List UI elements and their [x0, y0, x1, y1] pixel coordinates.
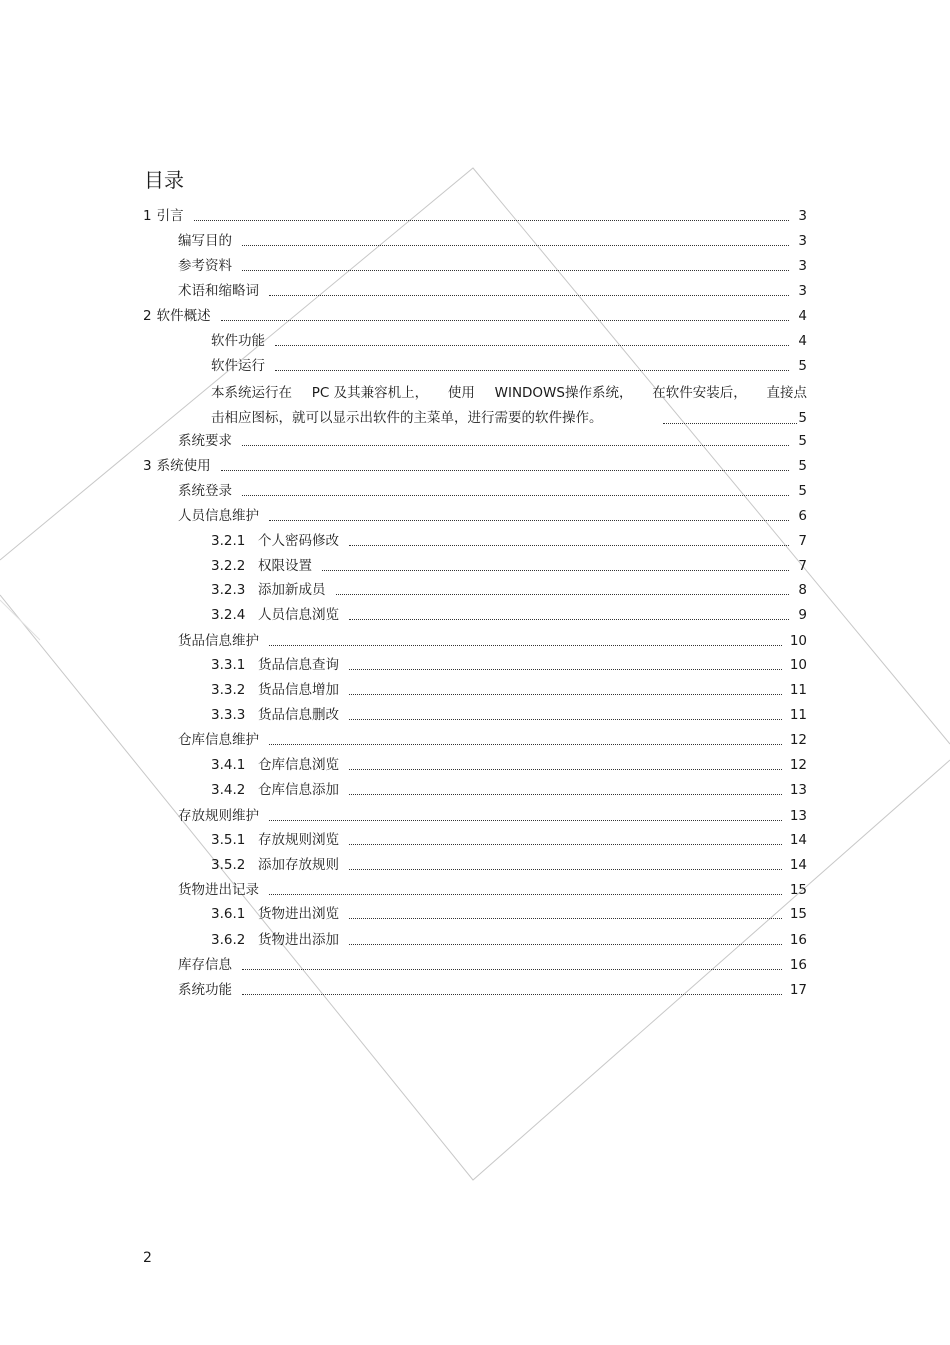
toc-entry-number: 1 [143, 208, 152, 224]
toc-entry[interactable] [211, 531, 807, 551]
toc-entry[interactable] [178, 980, 807, 1000]
toc-page-number: 11 [789, 707, 807, 723]
toc-page-number: 5 [798, 483, 807, 499]
toc-page-number: 5 [798, 410, 807, 426]
toc-page-number: 13 [789, 808, 807, 824]
toc-entry-text: 库存信息 [178, 957, 232, 973]
toc-entry[interactable] [178, 506, 807, 526]
toc-entry-text: 存放规则维护 [178, 808, 259, 824]
toc-entry[interactable] [211, 356, 807, 376]
toc-entry-number: 3.2.4 [211, 607, 246, 623]
toc-entry-text: 系统登录 [178, 483, 232, 499]
toc-leader-dots [194, 219, 789, 221]
toc-entry-number: 3.6.1 [211, 906, 246, 922]
toc-entry-text: 参考资料 [178, 258, 232, 274]
toc-title: 目录 [144, 168, 184, 192]
toc-entry[interactable] [211, 855, 807, 875]
toc-entry-number: 3.5.1 [211, 832, 246, 848]
paragraph-line-2[interactable] [211, 406, 807, 431]
toc-entry[interactable] [211, 680, 807, 700]
toc-entry[interactable] [211, 930, 807, 950]
toc-leader-dots [242, 968, 782, 970]
toc-entry[interactable] [178, 880, 807, 900]
toc-leader-dots [242, 244, 789, 246]
toc-entry-number: 3.2.1 [211, 533, 246, 549]
toc-page-number: 15 [789, 906, 807, 922]
toc-entry[interactable] [178, 806, 807, 826]
toc-page-number: 3 [798, 208, 807, 224]
toc-leader-dots [275, 369, 789, 371]
toc-entry[interactable] [178, 631, 807, 651]
toc-leader-dots [242, 269, 789, 271]
toc-entry[interactable] [178, 281, 807, 301]
toc-page-number: 5 [798, 433, 807, 449]
toc-entry-text: 存放规则浏览 [258, 832, 339, 848]
toc-entry[interactable] [211, 580, 807, 600]
toc-page-number: 10 [789, 657, 807, 673]
toc-entry[interactable] [211, 605, 807, 625]
toc-entry[interactable] [178, 955, 807, 975]
toc-leader-dots [242, 993, 782, 995]
toc-leader-dots [242, 444, 789, 446]
page-number: 2 [143, 1250, 152, 1266]
toc-page-number: 16 [789, 932, 807, 948]
toc-entry-number: 2 [143, 308, 152, 324]
toc-entry-number: 3.5.2 [211, 857, 246, 873]
toc-entry-number: 3.2.3 [211, 582, 246, 598]
toc-leader-dots [275, 344, 789, 346]
toc-entry[interactable] [211, 655, 807, 675]
toc-leader-dots [269, 519, 789, 521]
toc-leader-dots [322, 569, 789, 571]
toc-entry-text: 软件运行 [211, 358, 265, 374]
toc-entry-number: 3.3.1 [211, 657, 246, 673]
toc-entry-number: 3.3.2 [211, 682, 246, 698]
toc-entry-text: 添加存放规则 [258, 857, 339, 873]
toc-entry-text: 仓库信息添加 [258, 782, 339, 798]
toc-entry-text: 软件功能 [211, 333, 265, 349]
toc-page-number: 15 [789, 882, 807, 898]
toc-entry-text: 货品信息增加 [258, 682, 339, 698]
toc-page-number: 8 [798, 582, 807, 598]
toc-leader-dots [336, 593, 790, 595]
toc-entry-text: 系统要求 [178, 433, 232, 449]
toc-entry[interactable] [178, 231, 807, 251]
paragraph-segment: WINDOWS操作系统， [494, 385, 633, 401]
toc-entry-text: 引言 [156, 208, 184, 224]
toc-leader-dots [269, 819, 782, 821]
paragraph-segment: 使用 [447, 385, 475, 401]
toc-entry[interactable] [211, 830, 807, 850]
paragraph-line-1 [211, 381, 807, 406]
toc-leader-dots [349, 768, 782, 770]
paragraph-segment: 直接点 [766, 385, 807, 401]
toc-entry-number: 3.4.2 [211, 782, 246, 798]
toc-entry-number: 3.6.2 [211, 932, 246, 948]
toc-page-number: 7 [798, 558, 807, 574]
toc-page-number: 14 [789, 832, 807, 848]
toc-entry-text: 软件概述 [156, 308, 211, 324]
toc-entry[interactable] [211, 331, 807, 351]
toc-leader-dots [221, 469, 789, 471]
toc-entry[interactable] [211, 780, 807, 800]
toc-entry-text: 添加新成员 [258, 582, 326, 598]
paragraph-segment: 本系统运行在 [211, 385, 292, 401]
toc-entry-text: 仓库信息浏览 [258, 757, 339, 773]
toc-entry-text: 编写目的 [178, 233, 232, 249]
toc-entry[interactable] [211, 755, 807, 775]
toc-page-number: 5 [798, 458, 807, 474]
toc-entry-text: 货品信息维护 [178, 633, 259, 649]
toc-entry[interactable] [143, 456, 807, 476]
toc-page-number: 12 [789, 757, 807, 773]
paragraph-segment: 在软件安装后， [652, 385, 747, 401]
toc-entry-text: 系统功能 [178, 982, 232, 998]
toc-leader-dots [349, 618, 789, 620]
toc-entry-text: 货物进出记录 [178, 882, 259, 898]
toc-entry-text: 权限设置 [258, 558, 312, 574]
toc-page-number: 4 [798, 308, 807, 324]
toc-leader-dots [349, 793, 782, 795]
toc-leader-dots [269, 644, 782, 646]
toc-leader-dots [269, 893, 782, 895]
toc-page-number: 3 [798, 258, 807, 274]
toc-page-number: 17 [789, 982, 807, 998]
toc-leader-dots [349, 693, 782, 695]
toc-page-number: 16 [789, 957, 807, 973]
toc-leader-dots [269, 743, 782, 745]
toc-leader-dots [349, 917, 782, 919]
toc-entry-number: 3 [143, 458, 152, 474]
toc-entry-text: 仓库信息维护 [178, 732, 259, 748]
toc-entry[interactable] [143, 206, 807, 226]
toc-entry[interactable] [178, 730, 807, 750]
toc-leader-dots [221, 319, 789, 321]
toc-leader-dots [663, 422, 798, 424]
toc-paragraph [211, 381, 807, 431]
toc-page-number: 10 [789, 633, 807, 649]
toc-entry-text: 系统使用 [156, 458, 211, 474]
toc-page-number: 7 [798, 533, 807, 549]
toc-page-number: 9 [798, 607, 807, 623]
toc-leader-dots [349, 943, 782, 945]
toc-leader-dots [349, 868, 782, 870]
toc-entry-number: 3.4.1 [211, 757, 246, 773]
toc-entry[interactable] [143, 306, 807, 326]
toc-entry-text: 术语和缩略词 [178, 283, 259, 299]
toc-page-number: 12 [789, 732, 807, 748]
paragraph-text: 击相应图标，就可以显示出软件的主菜单，进行需要的软件操作。 [211, 410, 603, 426]
toc-leader-dots [349, 718, 782, 720]
toc-page-number: 5 [798, 358, 807, 374]
toc-entry-number: 3.2.2 [211, 558, 246, 574]
toc-entry-text: 人员信息浏览 [258, 607, 339, 623]
toc-entry[interactable] [178, 481, 807, 501]
toc-entry[interactable] [211, 705, 807, 725]
toc-leader-dots [349, 668, 782, 670]
toc-page-number: 14 [789, 857, 807, 873]
toc-leader-dots [269, 294, 789, 296]
toc-entry-text: 人员信息维护 [178, 508, 259, 524]
toc-page-number: 4 [798, 333, 807, 349]
toc-page-number: 3 [798, 233, 807, 249]
toc-entry[interactable] [178, 256, 807, 276]
toc-page-number: 11 [789, 682, 807, 698]
toc-entry-text: 货物进出添加 [258, 932, 339, 948]
toc-entry-text: 货品信息查询 [258, 657, 339, 673]
toc-page-number: 6 [798, 508, 807, 524]
toc-leader-dots [349, 544, 789, 546]
toc-page-number: 3 [798, 283, 807, 299]
toc-leader-dots [349, 843, 782, 845]
toc-entry[interactable] [211, 556, 807, 576]
toc-entry-number: 3.3.3 [211, 707, 246, 723]
paragraph-segment: PC 及其兼容机上， [311, 385, 429, 401]
toc-leader-dots [242, 494, 789, 496]
toc-entry-text: 货物进出浏览 [258, 906, 339, 922]
toc-entry[interactable] [178, 431, 807, 451]
toc-entry-text: 货品信息删改 [258, 707, 339, 723]
toc-page-number: 13 [789, 782, 807, 798]
toc-entry[interactable] [211, 904, 807, 924]
toc-entry-text: 个人密码修改 [258, 533, 339, 549]
